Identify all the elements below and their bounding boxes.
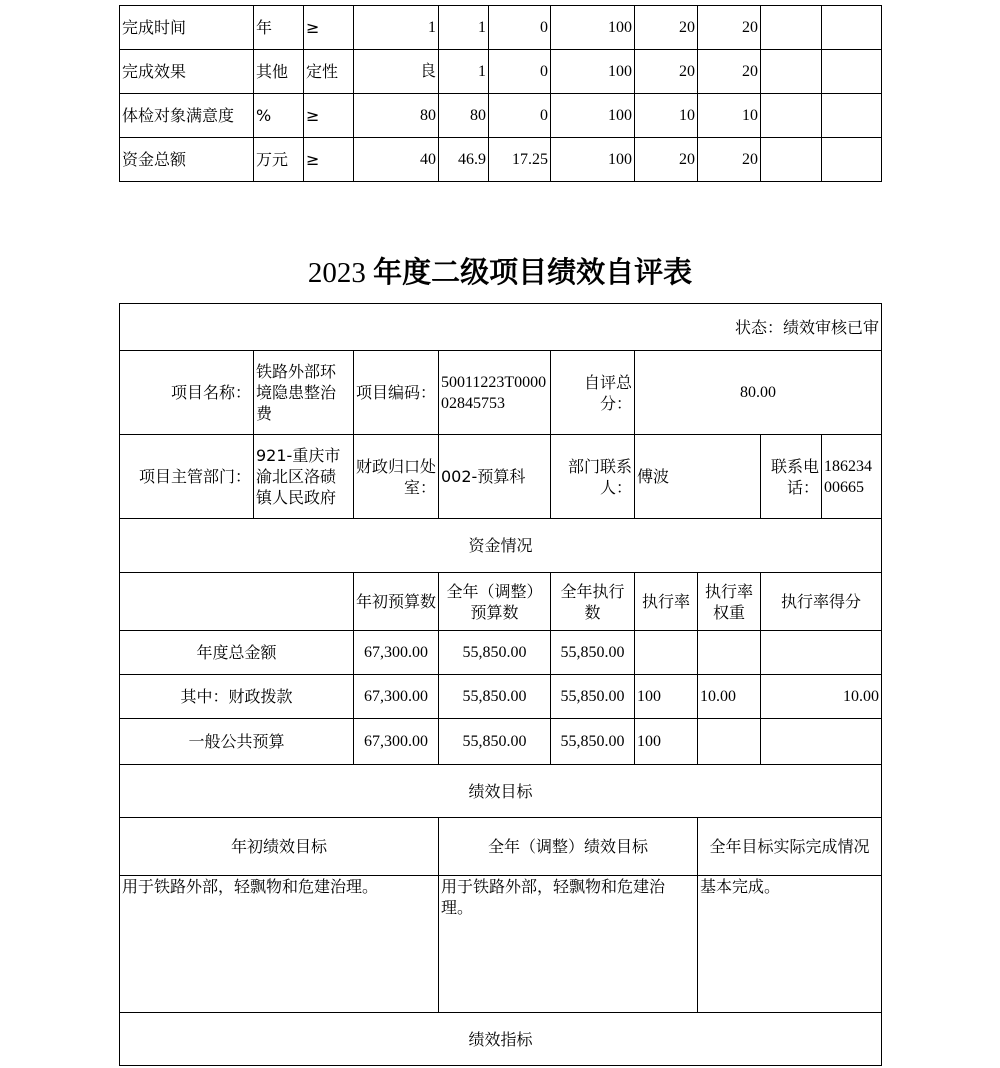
score-value: 80.00 [635, 351, 882, 435]
project-name-label: 项目名称： [120, 351, 254, 435]
funds-executed-value: 55,850.00 [551, 631, 635, 675]
page-title: 2023 年度二级项目绩效自评表 [307, 257, 693, 289]
funds-initial-value: 67,300.00 [354, 631, 439, 675]
contact-value: 傅波 [635, 435, 761, 519]
indicator-operator: 定性 [304, 50, 354, 94]
indicator-blank-cell [822, 94, 882, 138]
funds-rate-value [635, 631, 698, 675]
indicator-target-value: 40 [354, 138, 439, 182]
indicator-completion-rate: 100 [551, 6, 635, 50]
indicator-deviation: 0 [489, 6, 551, 50]
indicator-row [120, 138, 882, 182]
indicator-weight: 10 [635, 94, 698, 138]
funds-header-weight: 执行率权重 [698, 573, 761, 631]
goals-initial-text: 用于铁路外部，轻飘物和危建治理。 [120, 876, 439, 1013]
funds-score-value [761, 719, 882, 765]
indicator-actual-value: 80 [439, 94, 489, 138]
indicator-row [120, 6, 882, 50]
project-code-label: 项目编码： [354, 351, 439, 435]
funds-rate-value: 100 [635, 675, 698, 719]
indicator-operator: ≥ [304, 138, 354, 182]
status-text: 状态：绩效审核已审 [120, 304, 882, 351]
indicator-operator: ≥ [304, 94, 354, 138]
indicator-row [120, 94, 882, 138]
indicator-name: 完成时间 [120, 6, 254, 50]
funds-header-score: 执行率得分 [761, 573, 882, 631]
indicator-target-value: 80 [354, 94, 439, 138]
indicator-operator: ≥ [304, 6, 354, 50]
indicator-deviation: 17.25 [489, 138, 551, 182]
indicator-unit: % [254, 94, 304, 138]
funds-header-rate: 执行率 [635, 573, 698, 631]
funds-adjusted-value: 55,850.00 [439, 719, 551, 765]
indicators-section-heading: 绩效指标 [120, 1013, 882, 1066]
funds-weight-value [698, 631, 761, 675]
funds-score-value [761, 631, 882, 675]
indicator-score: 20 [698, 6, 761, 50]
indicator-actual-value: 1 [439, 50, 489, 94]
goals-header-initial: 年初绩效目标 [120, 818, 439, 876]
project-name-value: 铁路外部环境隐患整治费 [254, 351, 354, 435]
dept-label: 项目主管部门： [120, 435, 254, 519]
indicator-blank-cell [822, 138, 882, 182]
indicator-deviation: 0 [489, 94, 551, 138]
funds-initial-value: 67,300.00 [354, 675, 439, 719]
funds-row-label: 年度总金额 [120, 631, 354, 675]
contact-label: 部门联系人： [551, 435, 635, 519]
funds-weight-value [698, 719, 761, 765]
indicator-name: 完成效果 [120, 50, 254, 94]
funds-header-executed: 全年执行数 [551, 573, 635, 631]
indicator-name: 体检对象满意度 [120, 94, 254, 138]
indicator-score: 10 [698, 94, 761, 138]
indicator-target-value: 良 [354, 50, 439, 94]
indicator-blank-cell [761, 50, 822, 94]
funds-section-heading: 资金情况 [120, 519, 882, 573]
indicator-target-value: 1 [354, 6, 439, 50]
indicator-deviation: 0 [489, 50, 551, 94]
indicator-blank-cell [761, 138, 822, 182]
phone-value: 18623400665 [822, 435, 882, 519]
indicator-unit: 年 [254, 6, 304, 50]
phone-label: 联系电话： [761, 435, 822, 519]
self-evaluation-table [119, 303, 882, 1066]
goals-adjusted-text: 用于铁路外部，轻飘物和危建治理。 [439, 876, 698, 1013]
indicator-actual-value: 1 [439, 6, 489, 50]
indicator-table-continued [119, 5, 882, 182]
funds-row-label: 一般公共预算 [120, 719, 354, 765]
dept-value: 921-重庆市渝北区洛碛镇人民政府 [254, 435, 354, 519]
goals-section-heading: 绩效目标 [120, 765, 882, 818]
goals-actual-text: 基本完成。 [698, 876, 882, 1013]
funds-rate-value: 100 [635, 719, 698, 765]
indicator-completion-rate: 100 [551, 94, 635, 138]
funds-weight-value: 10.00 [698, 675, 761, 719]
indicator-completion-rate: 100 [551, 50, 635, 94]
funds-initial-value: 67,300.00 [354, 719, 439, 765]
funds-adjusted-value: 55,850.00 [439, 675, 551, 719]
funds-header-blank [120, 573, 354, 631]
score-label: 自评总分： [551, 351, 635, 435]
project-code-value: 50011223T000002845753 [439, 351, 551, 435]
indicator-blank-cell [822, 50, 882, 94]
indicator-completion-rate: 100 [551, 138, 635, 182]
goals-header-adjusted: 全年（调整）绩效目标 [439, 818, 698, 876]
funds-executed-value: 55,850.00 [551, 719, 635, 765]
indicator-unit: 其他 [254, 50, 304, 94]
goals-header-actual: 全年目标实际完成情况 [698, 818, 882, 876]
indicator-weight: 20 [635, 138, 698, 182]
funds-row-label: 其中：财政拨款 [120, 675, 354, 719]
indicator-unit: 万元 [254, 138, 304, 182]
funds-adjusted-value: 55,850.00 [439, 631, 551, 675]
indicator-name: 资金总额 [120, 138, 254, 182]
indicator-weight: 20 [635, 6, 698, 50]
indicator-score: 20 [698, 138, 761, 182]
office-label: 财政归口处室： [354, 435, 439, 519]
funds-header-adjusted: 全年（调整）预算数 [439, 573, 551, 631]
funds-header-initial: 年初预算数 [354, 573, 439, 631]
indicator-row [120, 50, 882, 94]
funds-score-value: 10.00 [761, 675, 882, 719]
indicator-blank-cell [822, 6, 882, 50]
funds-executed-value: 55,850.00 [551, 675, 635, 719]
indicator-blank-cell [761, 6, 822, 50]
indicator-blank-cell [761, 94, 822, 138]
office-value: 002-预算科 [439, 435, 551, 519]
indicator-score: 20 [698, 50, 761, 94]
indicator-weight: 20 [635, 50, 698, 94]
indicator-actual-value: 46.9 [439, 138, 489, 182]
